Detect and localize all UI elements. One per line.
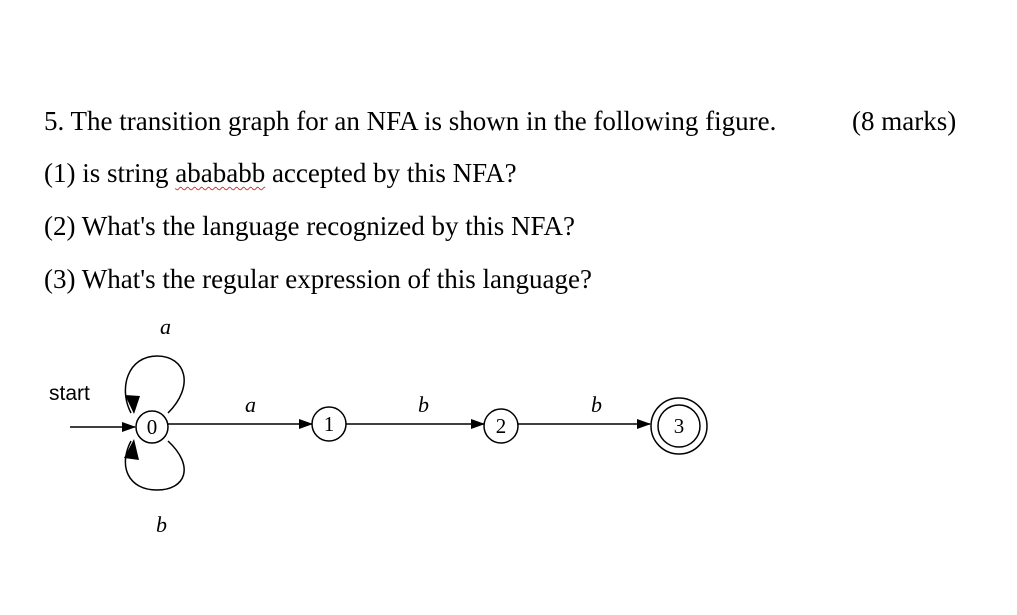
question-marks: (8 marks) xyxy=(852,106,957,136)
question-text: 5. The transition graph for an NFA is shown in the following figure. xyxy=(44,106,777,136)
nfa-diagram xyxy=(0,300,1017,615)
state-2 xyxy=(484,409,518,443)
question-part-1 xyxy=(44,160,517,187)
part-1-after: accepted by this NFA? xyxy=(265,158,517,188)
question-part-2: (2) What's the language recognized by this NFA? xyxy=(44,211,575,241)
self-loop-b-arrow xyxy=(124,439,139,460)
state-1 xyxy=(312,407,346,441)
state-0-label: 0 xyxy=(146,415,158,439)
state-2-label: 2 xyxy=(495,414,507,438)
transition-1-2-label: b xyxy=(418,392,429,417)
transition-0-1-label: a xyxy=(245,392,256,417)
state-1-label: 1 xyxy=(323,412,335,436)
part-1-before: (1) is string xyxy=(44,158,176,188)
start-label: start xyxy=(49,382,90,405)
transition-2-3-label: b xyxy=(591,392,602,417)
self-loop-a-label: a xyxy=(160,314,171,339)
self-loop-b-label: b xyxy=(156,512,167,537)
state-0 xyxy=(136,411,168,443)
part-1-string: abababb xyxy=(175,158,266,188)
question-part-3: (3) What's the regular expression of this language? xyxy=(44,264,592,294)
state-3-accepting xyxy=(651,398,707,454)
state-3-label: 3 xyxy=(673,414,685,438)
question-title xyxy=(44,108,776,135)
